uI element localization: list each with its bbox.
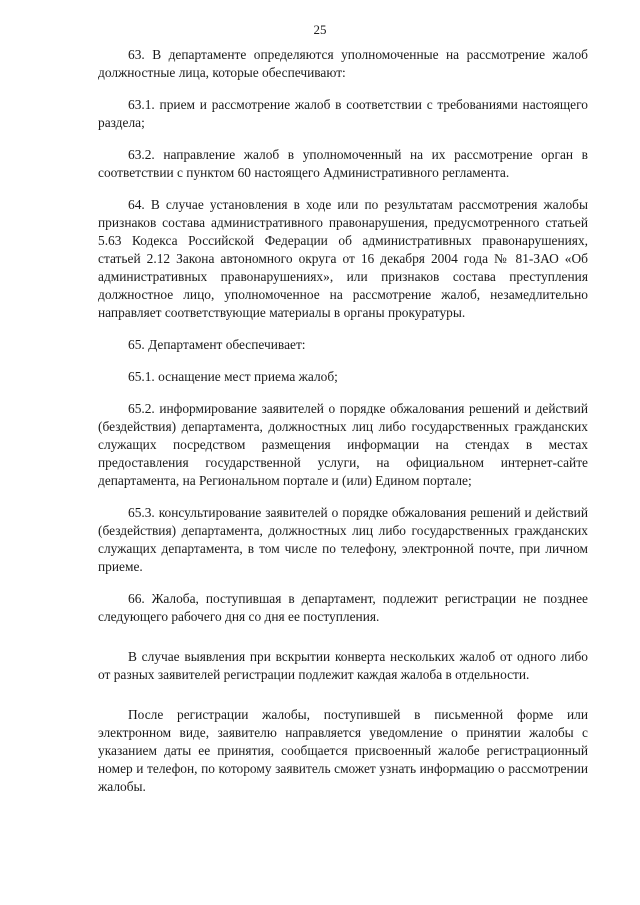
paragraph-66-notification: После регистрации жалобы, поступившей в письменной форме или электронном виде, заявителю направляется уведомление о принятии жалобы с указанием даты ее принятия, сообщается присвоенный жалобе регистрационный номер и телефон, по которому заявитель сможет узнать информацию о рассмотрении жалобы. (98, 707, 588, 794)
paragraph-66-envelope: В случае выявления при вскрытии конверта нескольких жалоб от одного либо от разных заявителей регистрации подлежит каждая жалоба в отдельности. (98, 649, 588, 682)
paragraph-65-2: 65.2. информирование заявителей о порядке обжалования решений и действий (бездействия) департамента, должностных лиц либо государственных гражданских служащих посредством размещения информации на стендах в местах предоставления государственной услуги, на официальном интернет-сайте департамента, на Региональном портале и (или) Едином портале; (98, 401, 588, 488)
paragraph-63-1: 63.1. прием и рассмотрение жалоб в соответствии с требованиями настоящего раздела; (98, 97, 588, 130)
paragraph-63-2: 63.2. направление жалоб в уполномоченный на их рассмотрение орган в соответствии с пунктом 60 настоящего Административного регламента. (98, 147, 588, 180)
paragraph-65-1: 65.1. оснащение мест приема жалоб; (128, 369, 338, 384)
document-body (98, 46, 588, 810)
paragraph-65: 65. Департамент обеспечивает: (128, 337, 306, 352)
paragraph-63: 63. В департаменте определяются уполномоченные на рассмотрение жалоб должностные лица, которые обеспечивают: (98, 47, 588, 80)
paragraph-64: 64. В случае установления в ходе или по результатам рассмотрения жалобы признаков состава административного правонарушения, предусмотренного статьей 5.63 Кодекса Российской Федерации об административных правонарушениях, статьей 2.12 Закона автономного округа от 16 декабря 2004 года № 81-ЗАО «Об административных правонарушениях», или признаков состава преступления должностное лицо, уполномоченное на рассмотрение жалоб, незамедлительно направляет соответствующие материалы в органы прокуратуры. (98, 197, 588, 320)
page-number: 25 (313, 22, 327, 37)
paragraph-66: 66. Жалоба, поступившая в департамент, подлежит регистрации не позднее следующего рабочего дня со дня ее поступления. (98, 591, 588, 624)
paragraph-65-3: 65.3. консультирование заявителей о порядке обжалования решений и действий (бездействия) департамента, должностных лиц либо государственных гражданских служащих департамента, в том числе по телефону, электронной почте, при личном приеме. (98, 505, 588, 574)
